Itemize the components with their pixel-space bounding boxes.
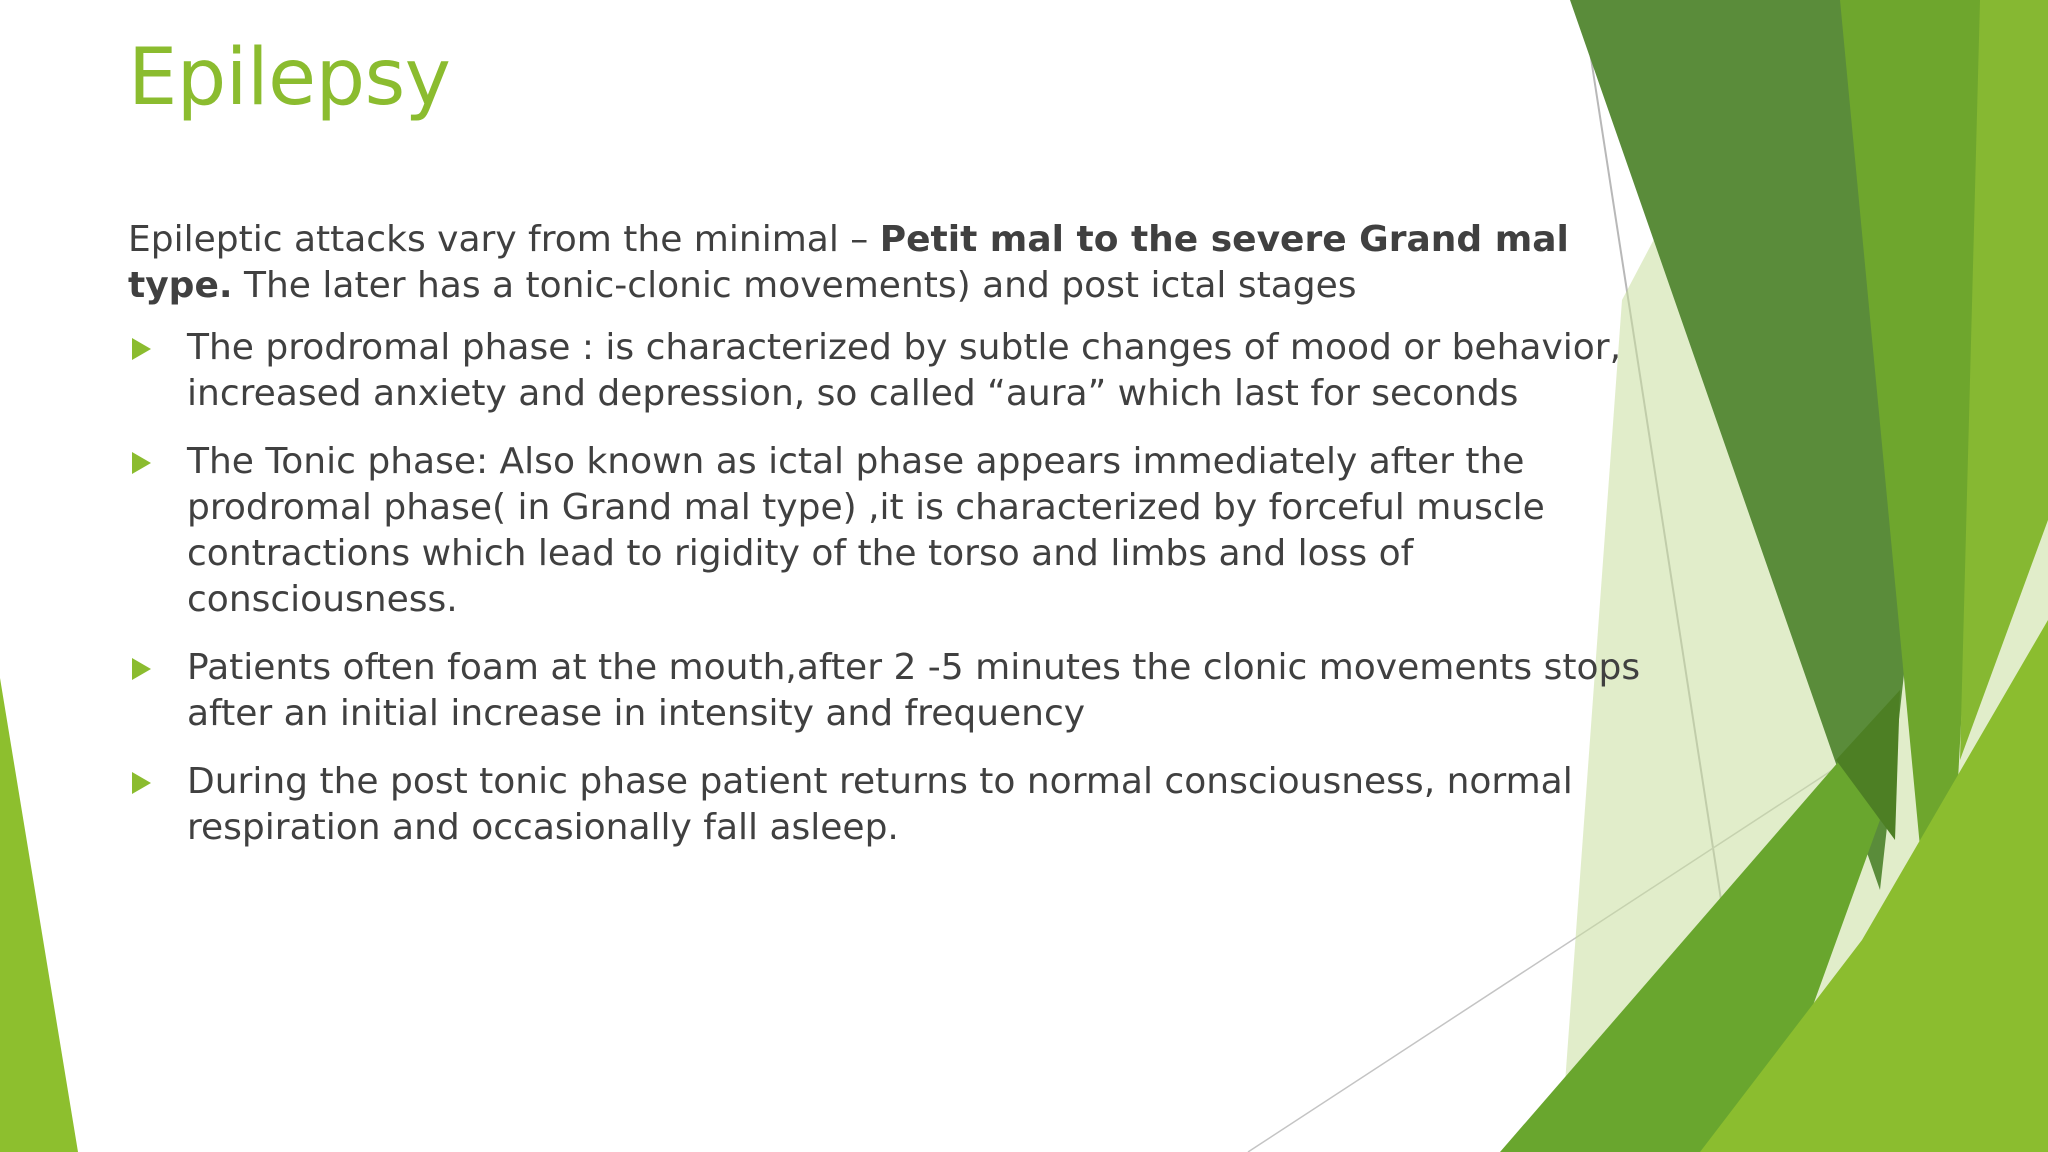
left-accent-shape: [0, 678, 78, 1152]
bullet-item-clonic: [128, 645, 1668, 737]
bullet-list: [128, 325, 1668, 851]
intro-text-after: The later has a tonic-clonic movements) and post ictal stages: [232, 265, 1357, 306]
bullet-text: Patients often foam at the mouth,after 2 -5 minutes the clonic movements stops after an initial increase in intensity and frequency: [187, 647, 1641, 734]
bullet-text: During the post tonic phase patient returns to normal consciousness, normal respiration and occasionally fall asleep.: [187, 761, 1573, 848]
triangle-right-icon: [132, 658, 151, 680]
bullet-item-tonic: [128, 439, 1668, 623]
intro-paragraph: [128, 217, 1668, 309]
intro-text-before: Epileptic attacks vary from the minimal –: [128, 219, 880, 260]
bullet-text: The Tonic phase: Also known as ictal phase appears immediately after the prodromal phase( in Grand mal type) ,it is characterized by forceful muscle contractions which lead to rigidity of the torso and limbs and loss of consciousness.: [187, 441, 1545, 620]
slide-title: Epilepsy: [128, 33, 451, 123]
intro-text-bold: Petit mal to the severe Grand mal type.: [128, 219, 1569, 306]
triangle-right-icon: [132, 452, 151, 474]
bullet-text: The prodromal phase : is characterized by subtle changes of mood or behavior, increased anxiety and depression, so called “aura” which last for seconds: [187, 327, 1622, 414]
bullet-item-prodromal: [128, 325, 1668, 417]
slide-body: [128, 217, 1668, 873]
bullet-item-post-tonic: [128, 759, 1668, 851]
triangle-right-icon: [132, 338, 151, 360]
triangle-right-icon: [132, 772, 151, 794]
